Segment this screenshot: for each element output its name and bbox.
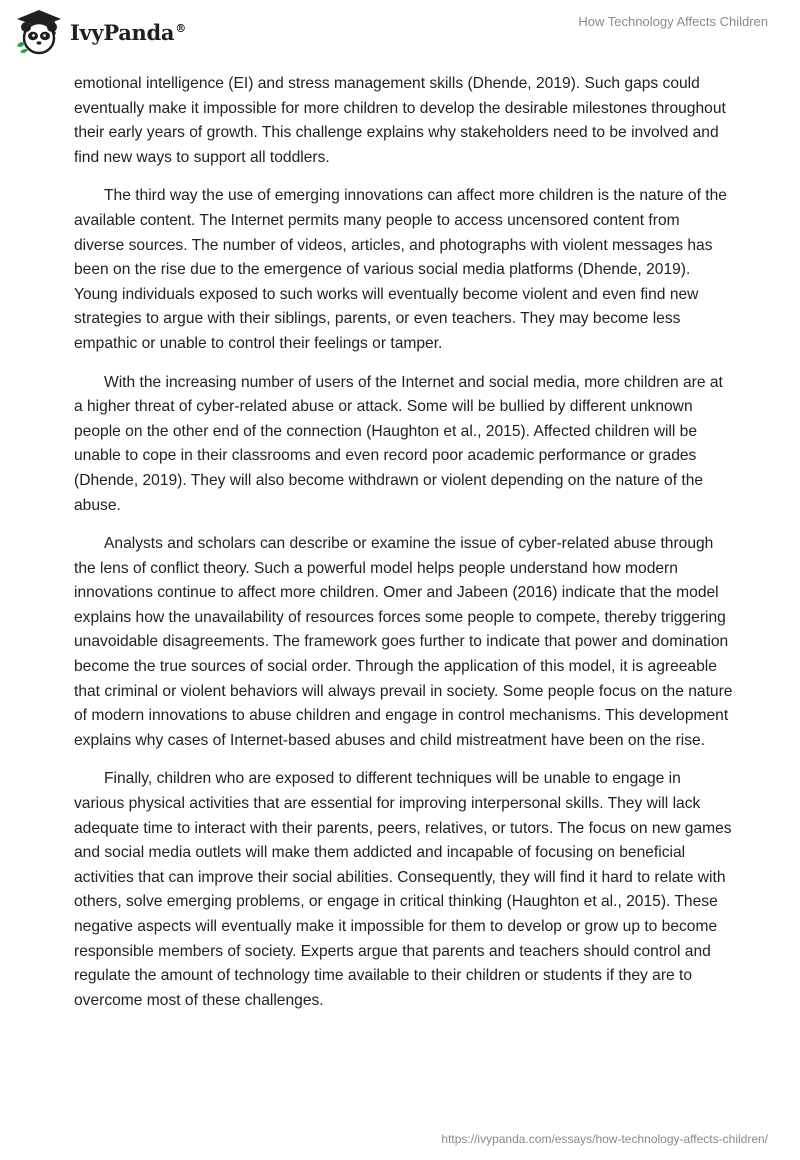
document-title: How Technology Affects Children <box>578 14 768 29</box>
paragraph-1: emotional intelligence (EI) and stress management skills (Dhende, 2019). Such gaps could eventually make it impossible for more children to develop the desirable milestones throughout their early years of growth. This challenge explains why stakeholders need to be involved and find new ways to support all toddlers. <box>74 75 726 166</box>
paragraph-4: Analysts and scholars can describe or examine the issue of cyber-related abuse through the lens of conflict theory. Such a powerful model helps people understand how modern innovations continue to affect more children. Omer and Jabeen (2016) indicate that the model explains how the unavailability of resources forces some people to compete, thereby triggering unavoidable disagreements. The framework goes further to indicate that power and domination become the true sources of social order. Through the application of this model, it is agreeable that criminal or violent behaviors will always prevail in society. Some people focus on the nature of modern innovations to abuse children and engage in control mechanisms. This development explains why cases of Internet-based abuses and child mistreatment have been on the rise. <box>74 535 733 749</box>
source-url[interactable]: https://ivypanda.com/essays/how-technology-affects-children/ <box>441 1132 768 1146</box>
ivypanda-logo[interactable] <box>14 8 186 56</box>
brand-name: IvyPanda® <box>70 19 186 45</box>
paragraph-5: Finally, children who are exposed to different techniques will be unable to engage in various physical activities that are essential for improving interpersonal skills. They will lack adequate time to interact with their parents, peers, relatives, or tutors. The focus on new games and social media outlets will make them addicted and incapable of focusing on beneficial activities that can improve their social abilities. Consequently, they will find it hard to relate with others, solve emerging problems, or engage in critical thinking (Haughton et al., 2015). These negative aspects will eventually make it impossible for them to develop or grow up to become responsible members of society. Experts argue that parents and teachers should control and regulate the amount of technology time available to their children or students if they are to overcome most of these challenges. <box>74 770 732 1009</box>
registered-mark: ® <box>175 21 186 35</box>
page-header <box>0 0 800 70</box>
paragraph-2: The third way the use of emerging innovations can affect more children is the nature of the available content. The Internet permits many people to access uncensored content from diverse sources. The number of videos, articles, and photographs with violent messages has been on the rise due to the emergence of various social media platforms (Dhende, 2019). Young individuals exposed to such works will eventually become violent and even find new strategies to argue with their siblings, parents, or even teachers. They may become less empathic or unable to control their feelings or tamper. <box>74 187 727 352</box>
panda-graduate-icon <box>14 8 64 56</box>
essay-body <box>74 72 734 1027</box>
paragraph-3: With the increasing number of users of the Internet and social media, more children are at a higher threat of cyber-related abuse or attack. Some will be bullied by different unknown people on the other end of the connection (Haughton et al., 2015). Affected children will be unable to cope in their classrooms and even record poor academic performance or grades (Dhende, 2019). They will also become withdrawn or violent depending on the nature of the abuse. <box>74 373 723 514</box>
